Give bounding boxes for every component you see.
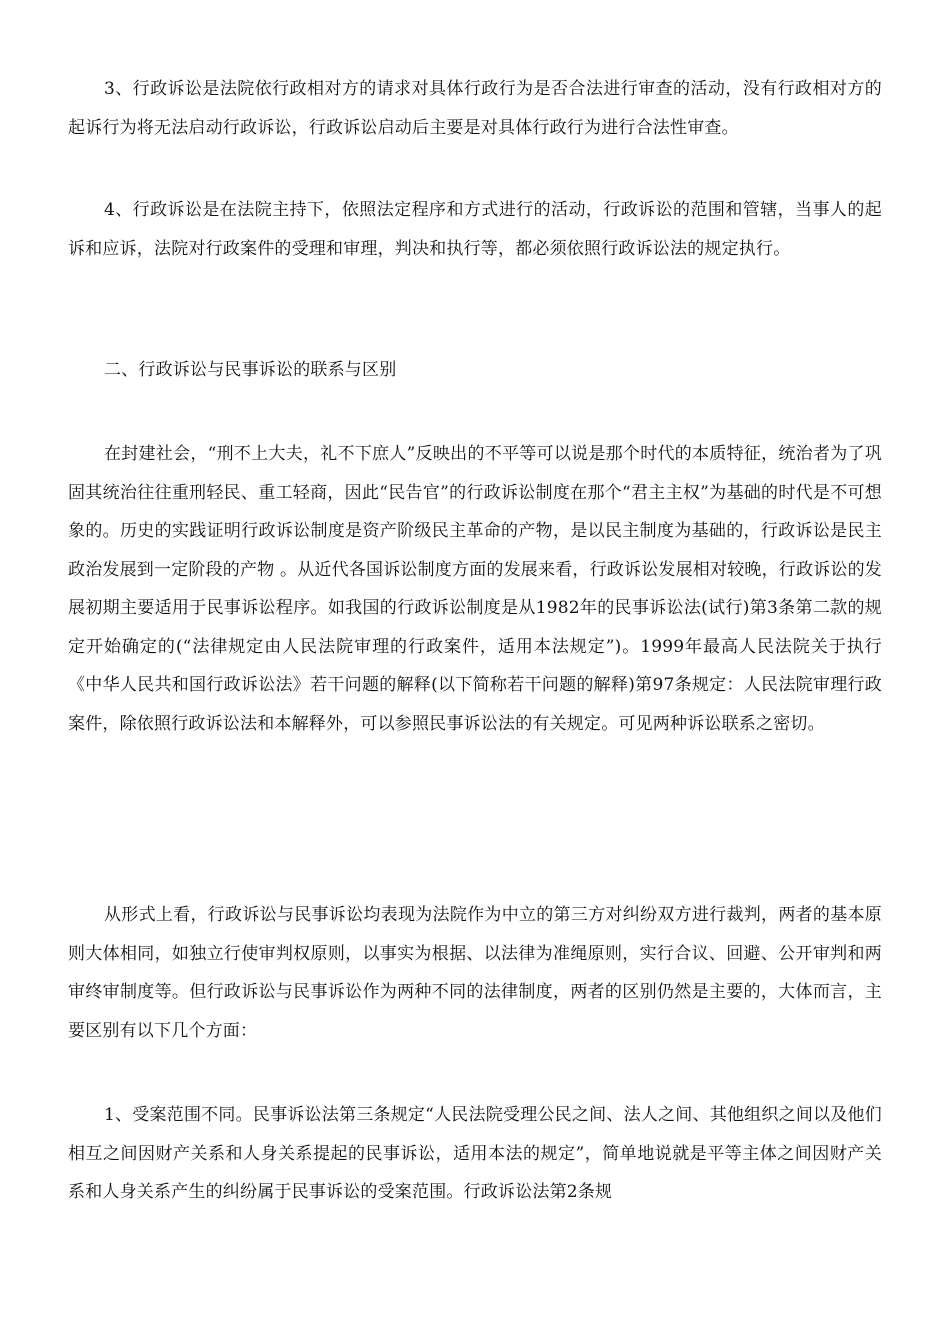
paragraph-item-3: 3、行政诉讼是法院依行政相对方的请求对具体行政行为是否合法进行审查的活动，没有行政相对方的起诉行为将无法启动行政诉讼，行政诉讼启动后主要是对具体行政行为进行合法性审查。 [68,79,882,138]
section-heading: 二、行政诉讼与民事诉讼的联系与区别 [104,360,397,380]
paragraph-history: 在封建社会，“刑不上大夫，礼不下庶人”反映出的不平等可以说是那个时代的本质特征，统治者为了巩固其统治往往重刑轻民、重工轻商，因此“民告官”的行政诉讼制度在那个“君主主权”为基础的时代是不可想象的。历史的实践证明行政诉讼制度是资产阶级民主革命的产物，是以民主制度为基础的，行政诉讼是民主政治发展到一定阶段的产物 。从近代各国诉讼制度方面的发展来看，行政诉讼发展相对较晚，行政诉讼的发展初期主要适用于民事诉讼程序。如我国的行政诉讼制度是从1982年的民事诉讼法(试行)第3条第二款的规定开始确定的(“法律规定由人民法院审理的行政案件，适用本法规定”)。1999年最高人民法院关于执行《中华人民共和国行政诉讼法》若干问题的解释(以下简称若干问题的解释)第97条规定：人民法院审理行政案件，除依照行政诉讼法和本解释外，可以参照民事诉讼法的有关规定。可见两种诉讼联系之密切。 [68,444,883,734]
paragraph-item-4: 4、行政诉讼是在法院主持下，依照法定程序和方式进行的活动，行政诉讼的范围和管辖，当事人的起诉和应诉，法院对行政案件的受理和审理，判决和执行等，都必须依照行政诉讼法的规定执行。 [68,200,882,259]
paragraph-difference-1: 1、受案范围不同。民事诉讼法第三条规定“人民法院受理公民之间、法人之间、其他组织之间以及他们相互之间因财产关系和人身关系提起的民事诉讼，适用本法的规定”，简单地说就是平等主体之间因财产关系和人身关系产生的纠纷属于民事诉讼的受案范围。行政诉讼法第2条规 [68,1105,882,1202]
paragraph-comparison: 从形式上看，行政诉讼与民事诉讼均表现为法院作为中立的第三方对纠纷双方进行裁判，两者的基本原则大体相同，如独立行使审判权原则，以事实为根据、以法律为准绳原则，实行合议、回避、公开审判和两审终审制度等。但行政诉讼与民事诉讼作为两种不同的法律制度，两者的区别仍然是主要的，大体而言，主要区别有以下几个方面： [68,905,882,1041]
